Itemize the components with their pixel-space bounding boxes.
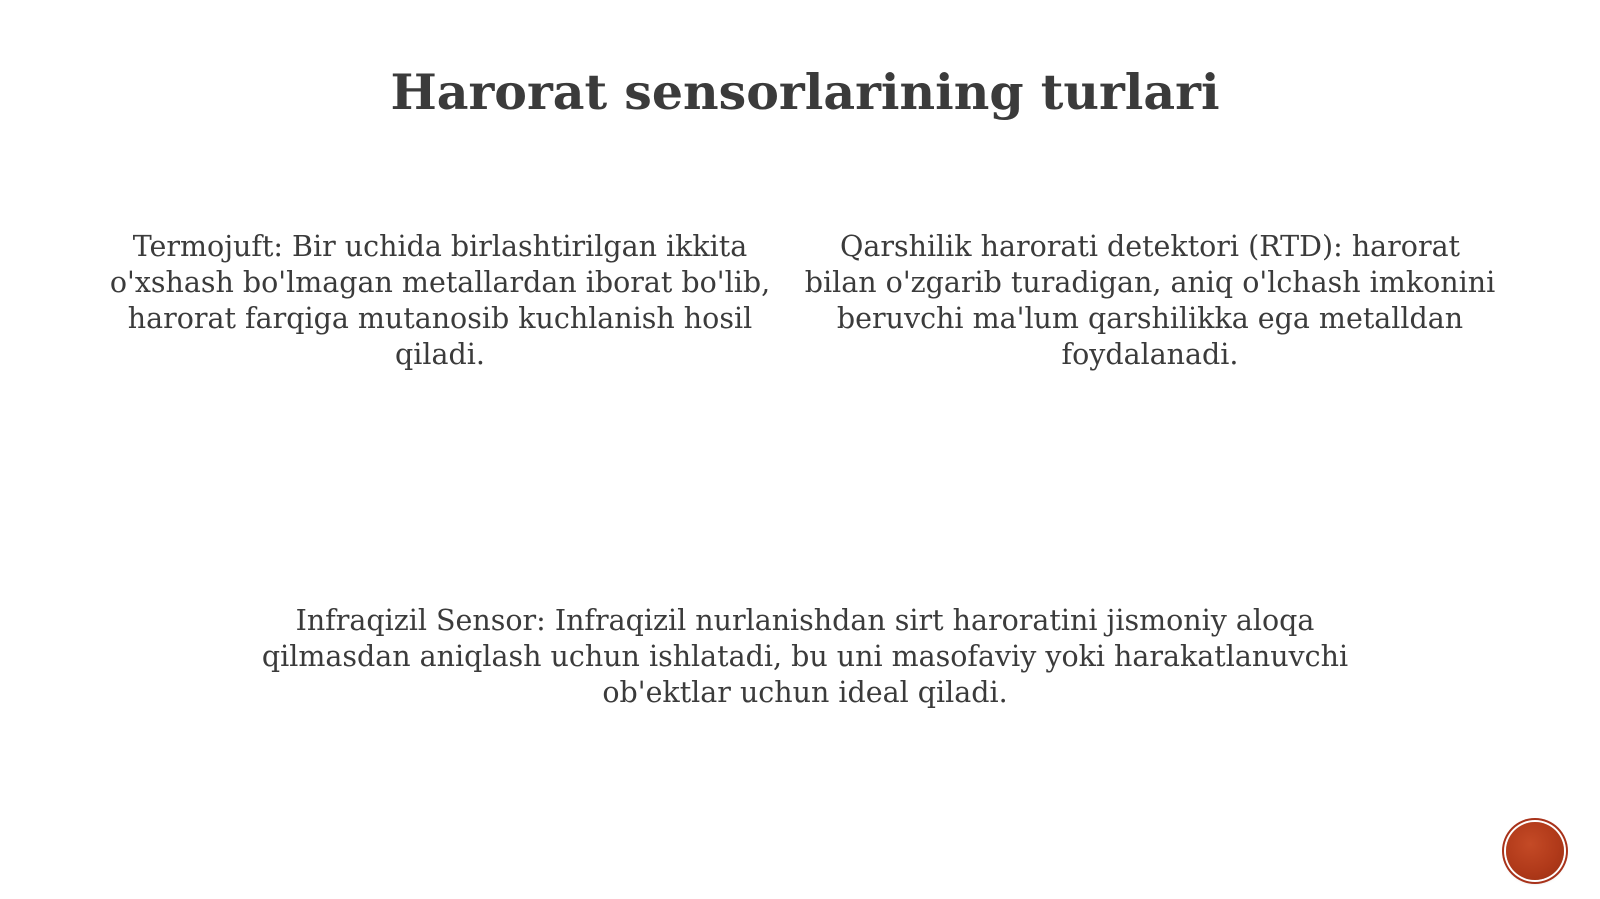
circle-nav-button-icon[interactable] bbox=[1506, 822, 1564, 880]
thermocouple-description: Termojuft: Bir uchida birlashtirilgan ikkita o'xshash bo'lmagan metallardan iborat bo'lib, harorat farqiga mutanosib kuchlanish hosil qiladi. bbox=[109, 230, 771, 371]
slide-title: Harorat sensorlarining turlari bbox=[390, 63, 1220, 121]
infrared-sensor-description: Infraqizil Sensor: Infraqizil nurlanishdan sirt haroratini jismoniy aloqa qilmasdan aniqlash uchun ishlatadi, bu uni masofaviy yoki harakatlanuvchi ob'ektlar uchun ideal qiladi. bbox=[261, 604, 1349, 709]
rtd-description: Qarshilik harorati detektori (RTD): harorat bilan o'zgarib turadigan, aniq o'lchash imkonini beruvchi ma'lum qarshilikka ega metalldan foydalanadi. bbox=[804, 230, 1496, 371]
